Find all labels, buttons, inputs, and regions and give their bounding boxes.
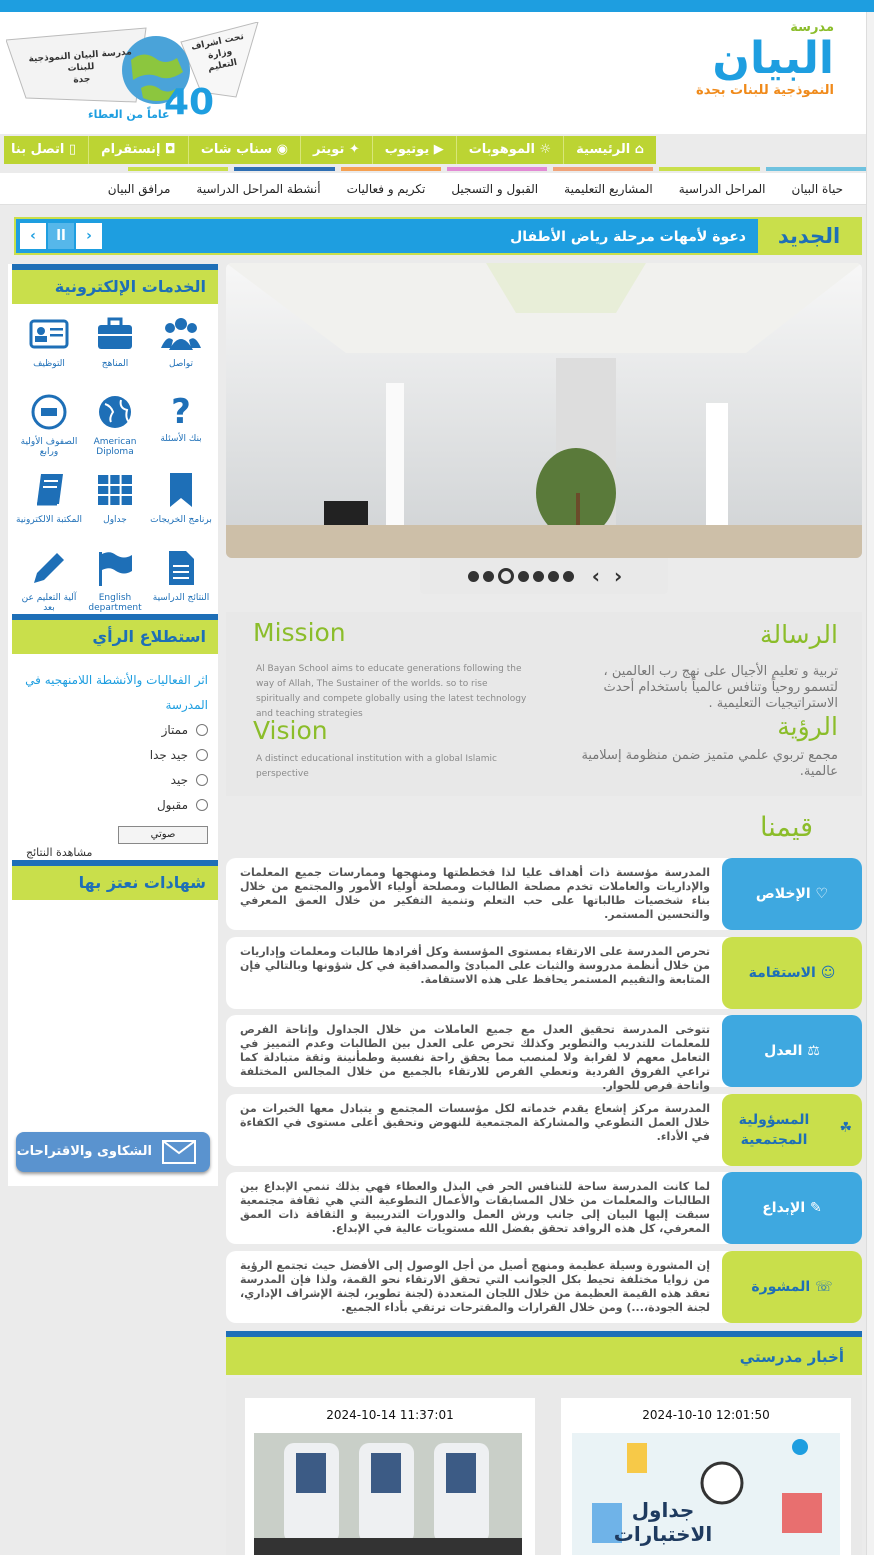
view-results-link[interactable]: مشاهدة النتائج: [26, 846, 93, 859]
news-date: 2024-10-14 11:37:01: [326, 1408, 454, 1422]
value-name: المسؤولية المجتمعية: [738, 1112, 810, 1148]
service-label: الصفوف الأولية ورابع: [20, 437, 78, 457]
value-badge[interactable]: [722, 1251, 862, 1323]
nav-twitter[interactable]: ✦ تويتر: [300, 136, 372, 164]
slider-pagination: [420, 558, 668, 594]
plane-text-1: مدرسة البيان النموذجية للبنات: [28, 47, 133, 74]
service-contact[interactable]: [148, 308, 214, 386]
badge-icon: [29, 392, 69, 432]
stripe: [128, 167, 228, 171]
flag-icon: [95, 548, 135, 588]
slider-dot[interactable]: [483, 571, 494, 582]
slider-next-icon[interactable]: ›: [614, 564, 623, 588]
value-row: [226, 858, 862, 930]
menu-item-facilities[interactable]: مرافق البيان: [107, 181, 171, 196]
service-question-bank[interactable]: [148, 386, 214, 464]
poll-option[interactable]: ممتاز: [18, 718, 208, 743]
hero-slider[interactable]: [226, 263, 862, 558]
menu-item-bayan-life[interactable]: حياة البيان: [791, 181, 843, 196]
slider-dot[interactable]: [563, 571, 574, 582]
nav-label: الرئيسية: [576, 142, 631, 157]
anniversary-plane-text: [25, 46, 137, 90]
poll-option[interactable]: جيد: [18, 768, 208, 793]
anniversary-caption: عاماً من العطاء: [88, 108, 170, 121]
ticker-label: الجديد: [758, 219, 860, 253]
community-icon: ☘: [839, 1120, 852, 1136]
service-schedules[interactable]: [82, 464, 148, 542]
service-label: التوظيف: [33, 359, 65, 369]
poll-title: استطلاع الرأي: [12, 614, 218, 654]
ticker-pause-icon[interactable]: ll: [48, 223, 74, 249]
value-row: [226, 1172, 862, 1244]
value-badge[interactable]: [722, 858, 862, 930]
news-card[interactable]: [245, 1398, 535, 1555]
eservices-title: الخدمات الإلكترونية: [12, 264, 218, 304]
stripe: [341, 167, 441, 171]
value-name: الإخلاص: [755, 886, 811, 902]
value-name: الإبداع: [762, 1200, 806, 1216]
value-text: المدرسة مؤسسة ذات أهداف عليا لذا فخططتها ومنهجها وممارسات جميع المعلمات والإداريات والعاملات تخدم مصلحة الطالبات ومصلحة أولياء الأمور والمجتمع من خلال بناء شخصيات طالباتها على حب التعلم وتنمية التفكير من خلال العمق المعرفي والتحسين المستمر.: [240, 866, 710, 921]
value-badge[interactable]: [722, 1094, 862, 1166]
users-icon: [161, 314, 201, 354]
secondary-menu: [0, 173, 866, 205]
news-image-caption: جداول الاختبارات: [613, 1498, 713, 1546]
news-image: [254, 1433, 522, 1555]
certificates-title: شهادات نعتز بها: [12, 860, 218, 900]
nav-label: يوتيوب: [384, 142, 430, 157]
pencil-icon: [29, 548, 69, 588]
slider-dot[interactable]: [533, 571, 544, 582]
poll-form: [8, 662, 218, 865]
service-label: النتائج الدراسية: [152, 593, 210, 603]
briefcase-icon: [95, 314, 135, 354]
value-text: تحرص المدرسة على الارتقاء بمستوى المؤسسة وكل أفرادها طالبات ومعلمات وإداريات من خلال أنظمة مدروسة والثبات على المبادئ والمصداقية في كل شؤونها وبالتالي فإن المتابعة والتقييم المستمر يحافظ على هذه الاستقامة.: [240, 945, 710, 986]
nav-instagram[interactable]: ◘ إنستقرام: [88, 136, 188, 164]
values-title: قيمنا: [760, 812, 814, 843]
service-label: برنامج الخريجات: [150, 515, 212, 525]
value-name: العدل: [764, 1043, 803, 1059]
nav-contact[interactable]: ▯ اتصل بنا: [0, 136, 88, 164]
scales-icon: ⚖: [807, 1043, 820, 1059]
menu-item-events[interactable]: تكريم و فعاليات: [346, 181, 426, 196]
menu-item-projects[interactable]: المشاريع التعليمية: [564, 181, 653, 196]
nav-label: اتصل بنا: [11, 142, 65, 157]
news-date: 2024-10-10 12:01:50: [642, 1408, 770, 1422]
mission-ar-title: الرسالة: [760, 620, 838, 649]
menu-color-stripes: [122, 167, 866, 171]
stripe: [659, 167, 759, 171]
hands-heart-icon: ♡: [815, 886, 829, 902]
anniversary-number: 40: [164, 82, 215, 123]
service-primary-grades[interactable]: [16, 386, 82, 464]
service-employment[interactable]: [16, 308, 82, 386]
poll-option[interactable]: جيد جدا: [18, 743, 208, 768]
nav-youtube[interactable]: ▶ يوتيوب: [372, 136, 456, 164]
nav-snapchat[interactable]: ◉ سناب شات: [188, 136, 300, 164]
ticker-controls: [20, 223, 104, 249]
slider-dot[interactable]: [468, 571, 479, 582]
main-nav: [4, 136, 656, 164]
supervision-text: تحت اشراف وزارة التعليم: [190, 31, 245, 74]
stripe: [447, 167, 547, 171]
news-title: أخبار مدرستي: [226, 1331, 862, 1375]
complaints-label: الشكاوى والاقتراحات: [16, 1144, 152, 1159]
page-scrollbar[interactable]: [866, 12, 874, 1555]
slider-dot[interactable]: [518, 571, 529, 582]
service-label: English department: [88, 593, 142, 613]
logo-small-text: مدرسة: [790, 20, 834, 35]
value-row: [226, 1251, 862, 1323]
service-label: المكتبة الالكترونية: [16, 515, 82, 525]
value-text: المدرسة مركز إشعاع يقدم خدماته لكل مؤسسات المجتمع و يتبادل معها الخبرات من خلال العمل التطوعي والمشاركة المجتمعية للنهوض وتحقيق أعلى مستوى في الكفاءة في الأداء.: [240, 1102, 710, 1143]
service-label: American Diploma: [93, 437, 137, 457]
vision-en-text: A distinct educational institution with a global Islamic perspective: [256, 754, 497, 779]
slider-dot[interactable]: [548, 571, 559, 582]
eservices-grid: [8, 304, 218, 620]
vote-button[interactable]: صوتي: [118, 826, 208, 844]
mission-ar-text: تربية و تعليم الأجيال على نهج رب العالمين ، لتسمو روحياً وتنافس عالمياً باستخدام أحدث الاستراتيجيات التعليمية .: [603, 664, 838, 711]
mission-en-title: Mission: [253, 618, 346, 647]
complaints-button[interactable]: [16, 1132, 210, 1172]
service-label: آلية التعليم عن بعد: [21, 593, 77, 613]
menu-item-admission[interactable]: القبول و التسجيل: [451, 181, 539, 196]
sidebar: [8, 264, 218, 1186]
service-results[interactable]: [148, 542, 214, 620]
nav-label: الموهوبات: [468, 142, 535, 157]
menu-item-activities[interactable]: أنشطة المراحل الدراسية: [196, 181, 321, 196]
slider-dot-active[interactable]: [498, 568, 514, 584]
mission-en-text: Al Bayan School aims to educate generations following the way of Allah, The Sustainer of the worlds. so to rise spiritually and compete globally using the latest technology and teaching strategies: [256, 664, 527, 719]
user-shield-icon: ☺: [820, 965, 836, 981]
service-label: جداول: [103, 515, 127, 525]
plane-text-2: جدة: [73, 74, 91, 86]
ticker-next-icon[interactable]: ›: [76, 223, 102, 249]
value-text: تتوخى المدرسة تحقيق العدل مع جميع العاملات من خلال الجداول وإتاحة الفرص للمعلمات للتدريب والتطوير وكذلك تحرص على العدل بين الطالبات وعدم التمييز في التعامل معهم لا لقرابة ولا لمنصب مما يحقق راحة نفسية وطمأنينة وثقة متبادلة كما تراعي الفروق الفردية وتعطي الفرص للارتقاء بالجميع من خلال المجالس المختلفة واتاحة فرص للحوار.: [240, 1023, 710, 1092]
stripe: [234, 167, 334, 171]
envelope-icon: [162, 1140, 196, 1164]
service-e-library[interactable]: [16, 464, 82, 542]
creativity-icon: ✎: [810, 1200, 822, 1216]
value-row: [226, 937, 862, 1009]
service-distance-learning[interactable]: [16, 542, 82, 620]
value-text: لما كانت المدرسة ساحة للتنافس الحر في البذل والعطاء فهي بذلك تنمي الإبداع بين الطالبات والمعلمات من خلال المسابقات والأعمال التطوعية التي هي ثقافة مجتمعية سبقت إليها البيان إلى جانب ورش العمل والدورات التدريبية و الثقافة ذات العمق المعرفي، كل هذه الروافد تحقق بفضل الله مستويات عالية في الإبداع.: [240, 1180, 710, 1235]
value-name: الاستقامة: [748, 965, 816, 981]
news-ticker: [14, 217, 862, 255]
menu-item-stages[interactable]: المراحل الدراسية: [678, 181, 766, 196]
slider-prev-icon[interactable]: ‹: [591, 564, 600, 588]
value-row: [226, 1094, 862, 1166]
nav-label: إنستقرام: [101, 142, 161, 157]
service-graduates[interactable]: [148, 464, 214, 542]
nav-label: تويتر: [313, 142, 345, 157]
ticker-prev-icon[interactable]: ‹: [20, 223, 46, 249]
nav-talented[interactable]: ☼ الموهوبات: [456, 136, 563, 164]
vision-en-title: Vision: [253, 716, 328, 745]
service-label: تواصل: [168, 359, 194, 369]
book-icon: [29, 470, 69, 510]
logo-main-text: البيان: [712, 33, 834, 84]
value-text: إن المشورة وسيلة عظيمة ومنهج أصيل من أجل الوصول إلى الأفضل حيث تجتمع الرؤية من زوايا مختلفة تحيط بكل الجوانب التي تحقق الارتقاء نحو القمة، ولذا فإن المدرسة تعقد هذه القيمة العظيمة من خلال اللجان المتعددة (لجنة تطوير، لجنة الإشراف الإداري، لجنة الجودة،...) ومن خلال القرارات والمقترحات ترتقي بأداء الجميع.: [240, 1259, 710, 1314]
vision-ar-text: مجمع تربوي علمي متميز ضمن منظومة إسلامية عالمية.: [581, 748, 838, 779]
poll-question: اثر الفعاليات والأنشطة اللامنهجيه في المدرسة: [25, 673, 208, 712]
document-icon: [161, 548, 201, 588]
value-badge[interactable]: [722, 1172, 862, 1244]
anniversary-logo: [6, 22, 261, 126]
poll-option[interactable]: مقبول: [18, 793, 208, 818]
consult-icon: ☏: [815, 1279, 833, 1295]
bookmark-icon: [161, 470, 201, 510]
mission-vision-panel: [226, 612, 862, 796]
service-american-diploma[interactable]: [82, 386, 148, 464]
top-accent-bar: [0, 0, 874, 12]
value-row: [226, 1015, 862, 1092]
globe-icon: [95, 392, 135, 432]
stripe: [553, 167, 653, 171]
table-icon: [95, 470, 135, 510]
service-label: بنك الأسئلة: [160, 434, 202, 444]
value-badge[interactable]: [722, 1015, 862, 1087]
question-icon: ?: [171, 392, 191, 432]
slider-image: [226, 263, 862, 558]
service-curricula[interactable]: [82, 308, 148, 386]
news-card[interactable]: [561, 1398, 851, 1555]
vision-ar-title: الرؤية: [777, 712, 838, 741]
value-name: المشورة: [751, 1279, 811, 1295]
school-logo[interactable]: [684, 20, 834, 120]
logo-tagline: النموذجية للبنات بجدة: [696, 83, 834, 98]
nav-home[interactable]: ⌂ الرئيسية: [563, 136, 656, 164]
stripe: [766, 167, 866, 171]
value-badge[interactable]: [722, 937, 862, 1009]
nav-label: سناب شات: [200, 142, 273, 157]
ticker-text[interactable]: دعوة لأمهات مرحلة رياض الأطفال: [510, 229, 746, 245]
service-label: المناهج: [101, 359, 129, 369]
id-card-icon: [29, 314, 69, 354]
service-english-dept[interactable]: [82, 542, 148, 620]
